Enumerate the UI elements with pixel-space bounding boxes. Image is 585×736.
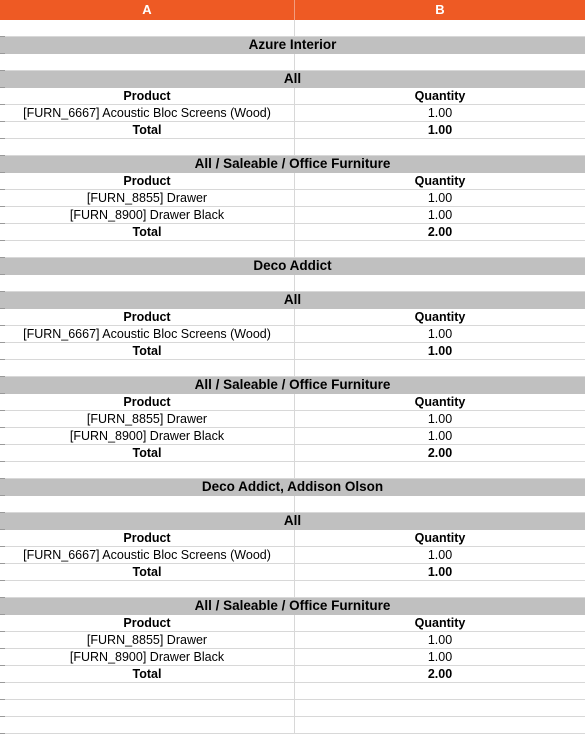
- section-header-row: [0, 37, 585, 54]
- quantity-cell[interactable]: 1.00: [427, 650, 453, 664]
- section-title[interactable]: All: [283, 71, 302, 86]
- empty-row: [0, 581, 585, 598]
- table-row: [0, 173, 585, 190]
- quantity-column-heading[interactable]: Quantity: [414, 616, 466, 630]
- section-header-row: [0, 71, 585, 88]
- column-divider: [294, 360, 295, 376]
- total-quantity[interactable]: 1.00: [427, 565, 453, 579]
- product-column-heading[interactable]: Product: [123, 174, 171, 188]
- table-row: [0, 547, 585, 564]
- quantity-column-heading[interactable]: Quantity: [414, 531, 466, 545]
- table-row: [0, 88, 585, 105]
- quantity-cell[interactable]: 1.00: [427, 208, 453, 222]
- total-label[interactable]: Total: [132, 446, 162, 460]
- quantity-cell[interactable]: 1.00: [427, 327, 453, 341]
- column-divider: [294, 241, 295, 257]
- total-quantity[interactable]: 2.00: [427, 225, 453, 239]
- section-header-row: [0, 513, 585, 530]
- table-row: [0, 649, 585, 666]
- quantity-cell[interactable]: 1.00: [427, 412, 453, 426]
- table-row: [0, 309, 585, 326]
- quantity-cell[interactable]: 1.00: [427, 191, 453, 205]
- total-label[interactable]: Total: [132, 667, 162, 681]
- table-row: [0, 326, 585, 343]
- total-quantity[interactable]: 2.00: [427, 667, 453, 681]
- section-header-row: [0, 156, 585, 173]
- product-column-heading[interactable]: Product: [123, 310, 171, 324]
- column-divider: [294, 700, 295, 716]
- table-row: [0, 224, 585, 241]
- section-header-row: [0, 479, 585, 496]
- column-header-b[interactable]: B: [435, 2, 445, 17]
- product-cell[interactable]: [FURN_8855] Drawer: [86, 191, 208, 205]
- total-label[interactable]: Total: [132, 565, 162, 579]
- column-divider: [294, 496, 295, 512]
- product-cell[interactable]: [FURN_8855] Drawer: [86, 412, 208, 426]
- product-cell[interactable]: [FURN_6667] Acoustic Bloc Screens (Wood): [23, 106, 271, 120]
- section-title[interactable]: Deco Addict: [253, 258, 332, 273]
- product-column-heading[interactable]: Product: [123, 89, 171, 103]
- section-title[interactable]: All: [283, 513, 302, 528]
- total-quantity[interactable]: 2.00: [427, 446, 453, 460]
- table-row: [0, 530, 585, 547]
- table-row: [0, 666, 585, 683]
- product-cell[interactable]: [FURN_6667] Acoustic Bloc Screens (Wood): [23, 548, 271, 562]
- empty-row: [0, 496, 585, 513]
- sheet-rows: [0, 20, 585, 734]
- quantity-cell[interactable]: 1.00: [427, 548, 453, 562]
- quantity-cell[interactable]: 1.00: [427, 106, 453, 120]
- product-cell[interactable]: [FURN_8900] Drawer Black: [69, 650, 225, 664]
- quantity-column-heading[interactable]: Quantity: [414, 174, 466, 188]
- column-divider: [294, 139, 295, 155]
- section-header-row: [0, 292, 585, 309]
- empty-row: [0, 54, 585, 71]
- column-divider: [294, 683, 295, 699]
- table-row: [0, 615, 585, 632]
- empty-row: [0, 139, 585, 156]
- column-header-a[interactable]: A: [142, 2, 152, 17]
- empty-row: [0, 20, 585, 37]
- table-row: [0, 564, 585, 581]
- quantity-column-heading[interactable]: Quantity: [414, 395, 466, 409]
- product-column-heading[interactable]: Product: [123, 395, 171, 409]
- section-title[interactable]: All: [283, 292, 302, 307]
- table-row: [0, 343, 585, 360]
- quantity-column-heading[interactable]: Quantity: [414, 89, 466, 103]
- section-header-row: [0, 598, 585, 615]
- empty-row: [0, 462, 585, 479]
- table-row: [0, 445, 585, 462]
- empty-row: [0, 241, 585, 258]
- section-title[interactable]: All / Saleable / Office Furniture: [194, 598, 391, 613]
- product-column-heading[interactable]: Product: [123, 531, 171, 545]
- section-header-row: [0, 377, 585, 394]
- table-row: [0, 411, 585, 428]
- section-title[interactable]: Azure Interior: [248, 37, 337, 52]
- table-row: [0, 190, 585, 207]
- empty-row: [0, 683, 585, 700]
- section-title[interactable]: Deco Addict, Addison Olson: [201, 479, 384, 494]
- section-title[interactable]: All / Saleable / Office Furniture: [194, 377, 391, 392]
- table-row: [0, 122, 585, 139]
- product-cell[interactable]: [FURN_6667] Acoustic Bloc Screens (Wood): [23, 327, 271, 341]
- total-label[interactable]: Total: [132, 225, 162, 239]
- table-row: [0, 394, 585, 411]
- section-header-row: [0, 258, 585, 275]
- product-cell[interactable]: [FURN_8900] Drawer Black: [69, 429, 225, 443]
- section-title[interactable]: All / Saleable / Office Furniture: [194, 156, 391, 171]
- total-label[interactable]: Total: [132, 344, 162, 358]
- table-row: [0, 428, 585, 445]
- product-column-heading[interactable]: Product: [123, 616, 171, 630]
- column-divider: [294, 717, 295, 733]
- quantity-cell[interactable]: 1.00: [427, 429, 453, 443]
- empty-row: [0, 275, 585, 292]
- column-divider: [294, 581, 295, 597]
- total-label[interactable]: Total: [132, 123, 162, 137]
- quantity-cell[interactable]: 1.00: [427, 633, 453, 647]
- total-quantity[interactable]: 1.00: [427, 123, 453, 137]
- table-row: [0, 632, 585, 649]
- row-edge-tick: [0, 733, 5, 734]
- column-divider: [294, 275, 295, 291]
- column-header-bar: [0, 0, 585, 20]
- column-divider: [294, 20, 295, 36]
- product-cell[interactable]: [FURN_8855] Drawer: [86, 633, 208, 647]
- column-divider: [294, 54, 295, 70]
- empty-row: [0, 360, 585, 377]
- total-quantity[interactable]: 1.00: [427, 344, 453, 358]
- product-cell[interactable]: [FURN_8900] Drawer Black: [69, 208, 225, 222]
- table-row: [0, 207, 585, 224]
- empty-row: [0, 717, 585, 734]
- column-divider: [294, 462, 295, 478]
- empty-row: [0, 700, 585, 717]
- table-row: [0, 105, 585, 122]
- quantity-column-heading[interactable]: Quantity: [414, 310, 466, 324]
